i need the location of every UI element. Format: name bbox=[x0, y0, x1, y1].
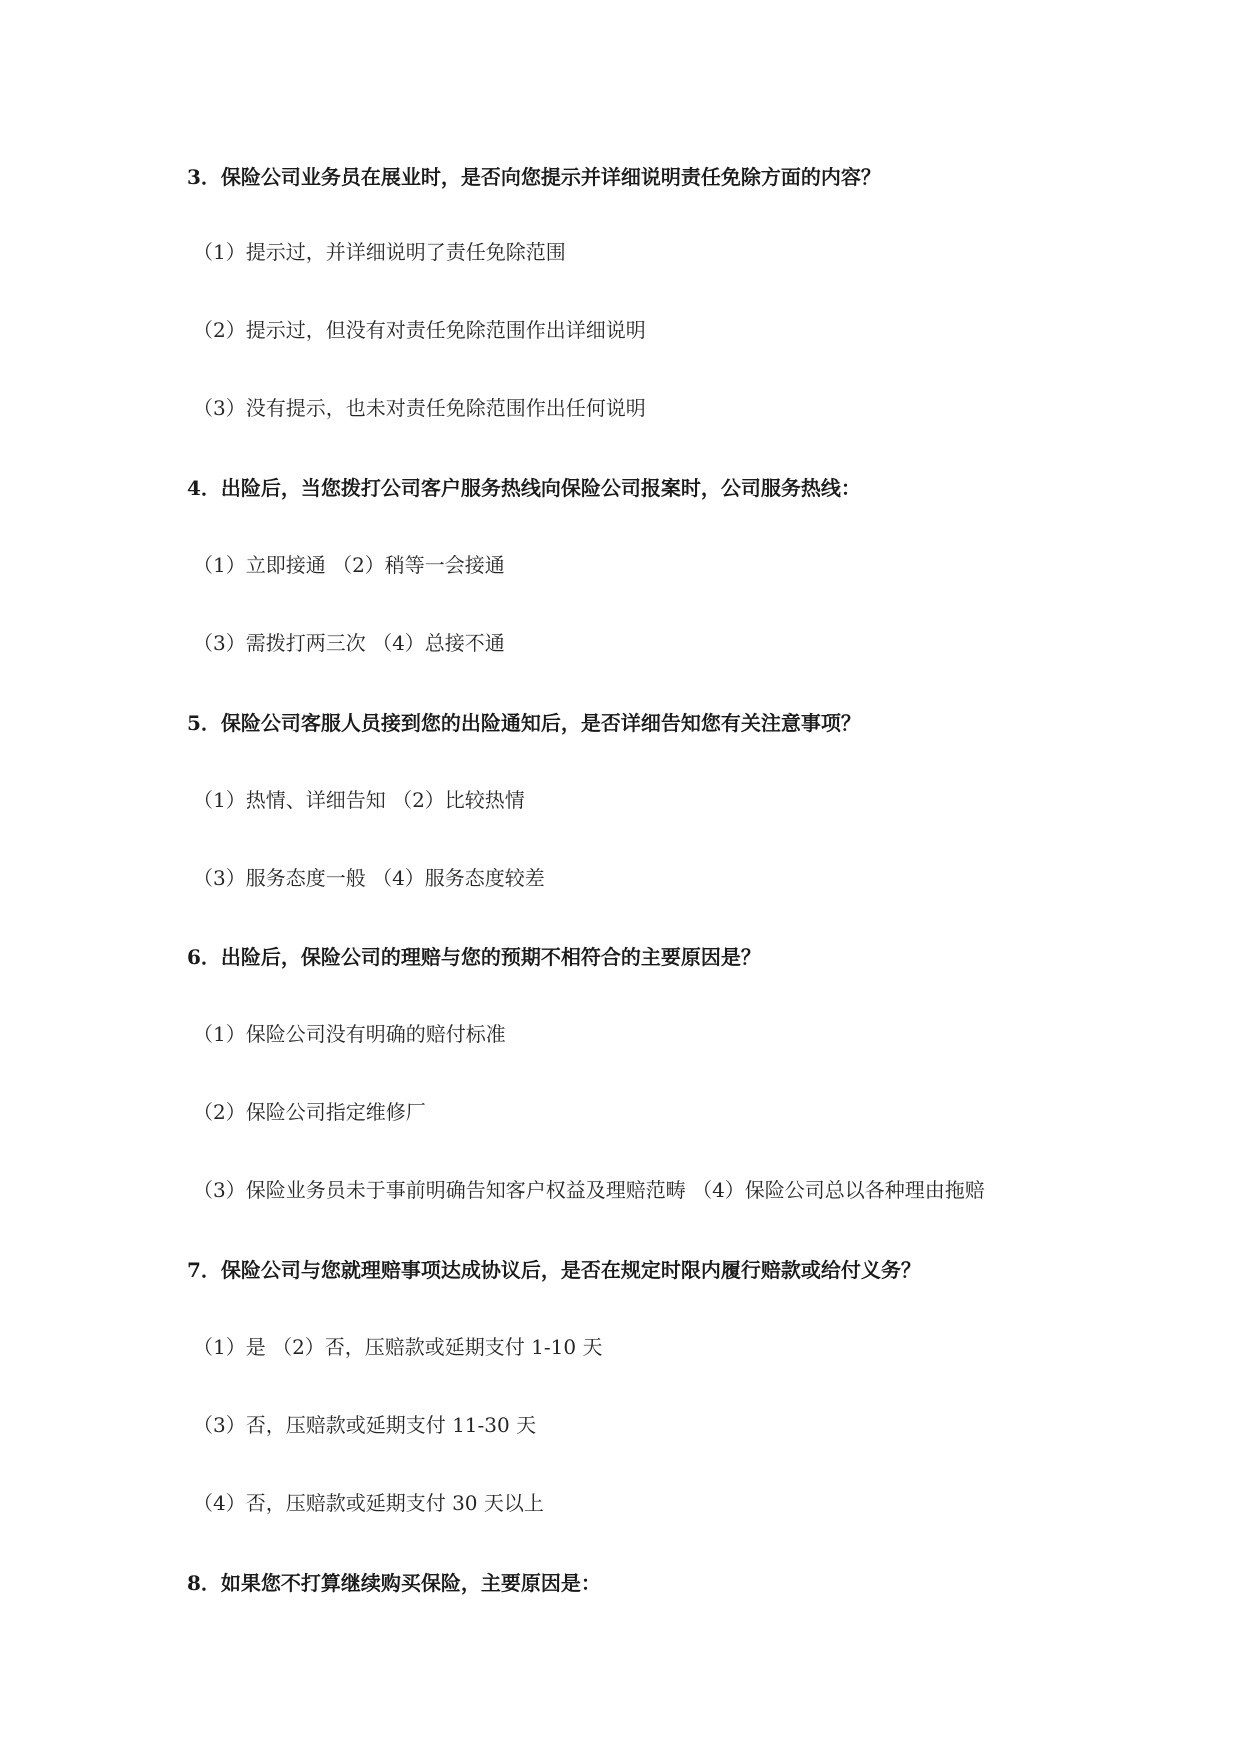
question-3: 3．保险公司业务员在展业时，是否向您提示并详细说明责任免除方面的内容？ bbox=[187, 165, 881, 189]
question-3-option-3: （3）没有提示，也未对责任免除范围作出任何说明 bbox=[193, 396, 646, 420]
question-8: 8．如果您不打算继续购买保险，主要原因是： bbox=[187, 1571, 601, 1595]
question-4-options-b: （3）需拨打两三次 （4）总接不通 bbox=[193, 631, 505, 655]
question-7-options-a: （1）是 （2）否，压赔款或延期支付 1-10 天 bbox=[193, 1335, 603, 1359]
question-3-option-1: （1）提示过，并详细说明了责任免除范围 bbox=[193, 240, 566, 264]
question-5-options-b: （3）服务态度一般 （4）服务态度较差 bbox=[193, 866, 545, 890]
question-6-options-3-4: （3）保险业务员未于事前明确告知客户权益及理赔范畴 （4）保险公司总以各种理由拖赔 bbox=[193, 1178, 985, 1202]
question-5: 5．保险公司客服人员接到您的出险通知后，是否详细告知您有关注意事项？ bbox=[187, 711, 861, 735]
question-3-option-2: （2）提示过，但没有对责任免除范围作出详细说明 bbox=[193, 318, 646, 342]
question-6: 6．出险后，保险公司的理赔与您的预期不相符合的主要原因是？ bbox=[187, 945, 761, 969]
question-6-option-1: （1）保险公司没有明确的赔付标准 bbox=[193, 1022, 506, 1046]
question-4: 4．出险后，当您拨打公司客户服务热线向保险公司报案时，公司服务热线： bbox=[187, 476, 861, 500]
question-7-option-3: （3）否，压赔款或延期支付 11-30 天 bbox=[193, 1413, 537, 1437]
question-5-options-a: （1）热情、详细告知 （2）比较热情 bbox=[193, 788, 525, 812]
question-4-options-a: （1）立即接通 （2）稍等一会接通 bbox=[193, 553, 505, 577]
question-7: 7．保险公司与您就理赔事项达成协议后，是否在规定时限内履行赔款或给付义务？ bbox=[187, 1258, 921, 1282]
question-7-option-4: （4）否，压赔款或延期支付 30 天以上 bbox=[193, 1491, 544, 1515]
question-6-option-2: （2）保险公司指定维修厂 bbox=[193, 1100, 426, 1124]
